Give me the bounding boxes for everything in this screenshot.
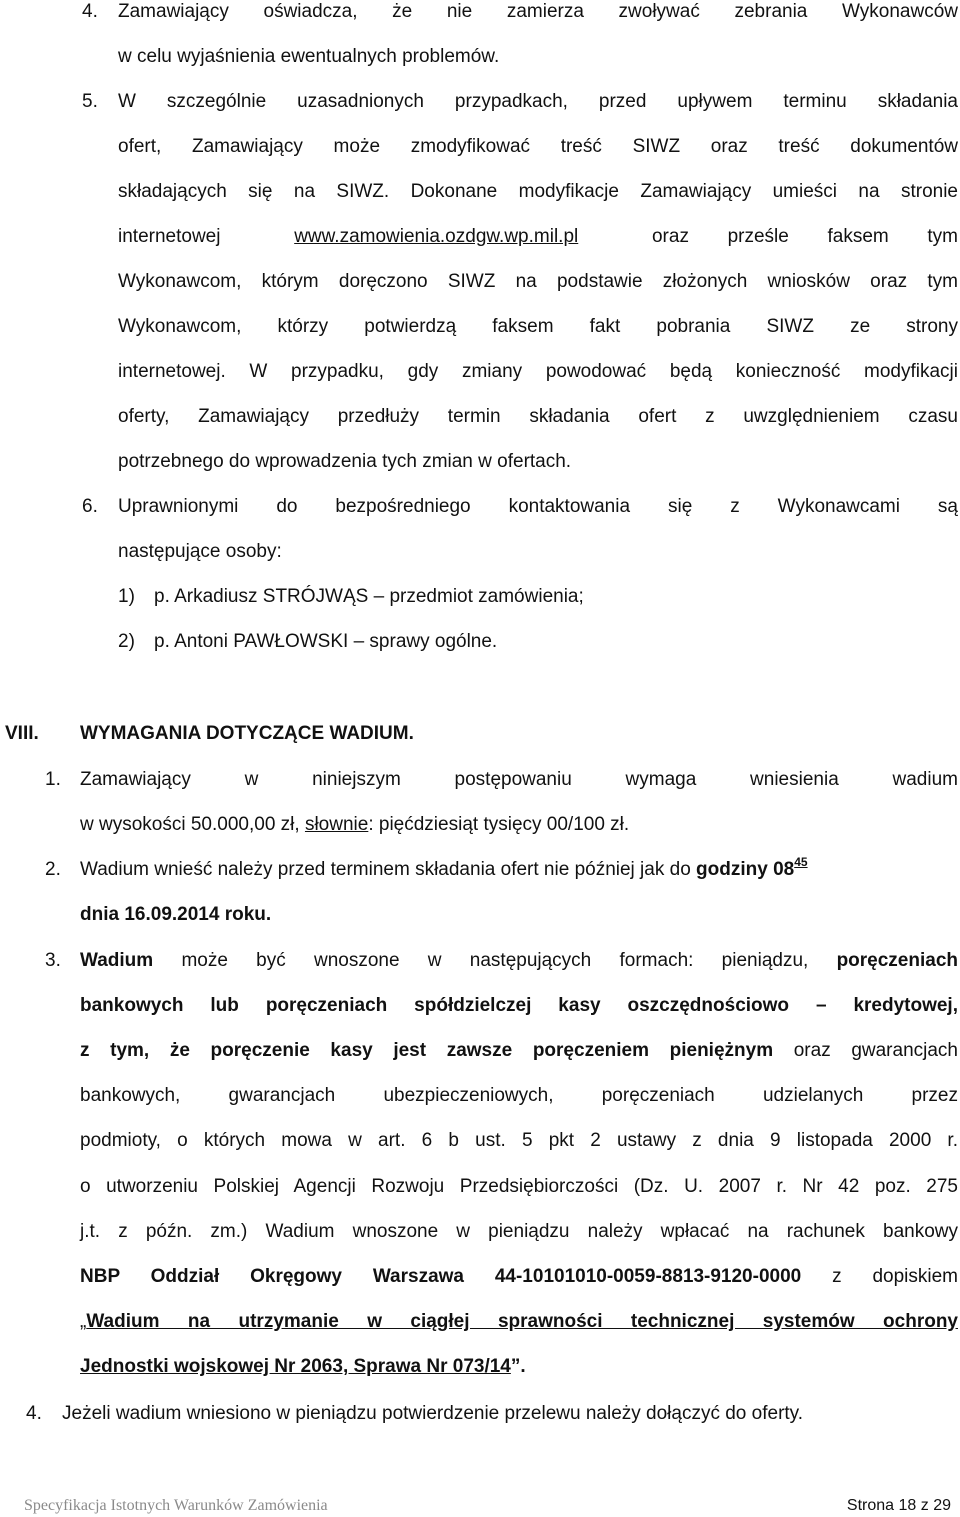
time-minutes-superscript: 45 [794, 855, 808, 869]
paragraph-text: : pięćdziesiąt tysięcy 00/100 zł. [368, 814, 630, 835]
paragraph-line [80, 950, 958, 972]
item-number: 2. [45, 859, 61, 880]
item-number: 4. [26, 1403, 42, 1424]
website-link[interactable]: www.zamowienia.ozdgw.wp.mil.pl [294, 226, 579, 247]
paragraph-line: Wykonawcom, którzy potwierdzą faksem fakt pobrania SIWZ ze strony [118, 316, 958, 337]
paragraph-line: następujące osoby: [118, 541, 282, 562]
deadline-date: dnia 16.09.2014 roku. [80, 904, 272, 925]
paragraph-line: Uprawnionymi do bezpośredniego kontaktowania się z Wykonawcami są [118, 496, 958, 517]
transfer-title: Jednostki wojskowej Nr 2063, Sprawa Nr 073/14 [80, 1356, 511, 1377]
paragraph-line: bankowych, gwarancjach ubezpieczeniowych, poręczeniach udzielanych przez [80, 1085, 958, 1106]
transfer-title: Wadium na utrzymanie w ciągłej sprawności technicznej systemów ochrony [86, 1311, 958, 1332]
paragraph-line: potrzebnego do wprowadzenia tych zmian w ofertach. [118, 451, 572, 472]
section-number: VIII. [5, 723, 39, 744]
item-number: 1. [45, 769, 61, 790]
paragraph-line: bankowych lub poręczeniach spółdzielczej kasy oszczędnościowo – kredytowej, [80, 995, 958, 1016]
paragraph-line [80, 1356, 526, 1378]
paragraph-text: oraz prześle faksem tym [651, 226, 958, 247]
paragraph-line: ofert, Zamawiający może zmodyfikować treść SIWZ oraz treść dokumentów [118, 136, 958, 157]
quote-mark: „ [80, 1311, 87, 1332]
bank-account: NBP Oddział Okręgowy Warszawa 44-10101010-0059-8813-9120-0000 [80, 1266, 802, 1287]
bold-text: Wadium [80, 950, 154, 971]
paragraph-line: w celu wyjaśnienia ewentualnych problemów. [118, 46, 500, 67]
paragraph-text: internetowej [118, 226, 221, 247]
paragraph-line: składających się na SIWZ. Dokonane modyfikacje Zamawiający umieści na stronie [118, 181, 958, 202]
bold-text: poręczeniach [836, 950, 958, 971]
paragraph-line: Zamawiający w niniejszym postępowaniu wymaga wniesienia wadium [80, 769, 958, 790]
paragraph-line: o utworzeniu Polskiej Agencji Rozwoju Przedsiębiorczości (Dz. U. 2007 r. Nr 42 poz. 275 [80, 1176, 958, 1197]
footer-document-title: Specyfikacja Istotnych Warunków Zamówienia [24, 1497, 328, 1514]
contact-person: p. Antoni PAWŁOWSKI – sprawy ogólne. [154, 631, 498, 652]
paragraph-line: Wykonawcom, którym doręczono SIWZ na podstawie złożonych wniosków oraz tym [118, 271, 958, 292]
paragraph-line [80, 855, 808, 881]
contact-person: p. Arkadiusz STRÓJWĄS – przedmiot zamówienia; [154, 586, 584, 607]
paragraph-text: może być wnoszone w następujących formach: pieniądzu, [153, 950, 837, 971]
paragraph-text: oraz gwarancjach [773, 1040, 958, 1061]
paragraph-line: Zamawiający oświadcza, że nie zamierza zwoływać zebrania Wykonawców [118, 1, 958, 22]
item-number: 5. [82, 91, 98, 112]
contact-number: 2) [118, 631, 135, 652]
paragraph-line: W szczególnie uzasadnionych przypadkach, przed upływem terminu składania [118, 91, 958, 112]
item-number: 3. [45, 950, 61, 971]
paragraph-text: z dopiskiem [801, 1266, 958, 1287]
paragraph-text: w wysokości 50.000,00 zł, [80, 814, 305, 835]
quote-mark: ”. [510, 1356, 526, 1377]
paragraph-line [80, 814, 629, 836]
paragraph-line [80, 1311, 958, 1333]
paragraph-line [80, 1040, 958, 1062]
item-number: 6. [82, 496, 98, 517]
paragraph-line: Jeżeli wadium wniesiono w pieniądzu potwierdzenie przelewu należy dołączyć do oferty. [62, 1403, 804, 1424]
deadline-time: godziny 08 [696, 859, 795, 880]
paragraph-text: Wadium wnieść należy przed terminem składania ofert nie później jak do [80, 859, 697, 880]
paragraph-line: internetowej. W przypadku, gdy zmiany powodować będą konieczność modyfikacji [118, 361, 958, 382]
underlined-word: słownie [304, 814, 369, 835]
paragraph-line-with-link [118, 226, 958, 248]
paragraph-line [80, 1266, 958, 1288]
section-title: WYMAGANIA DOTYCZĄCE WADIUM. [80, 723, 414, 744]
footer-page-number: Strona 18 z 29 [846, 1497, 951, 1514]
contact-number: 1) [118, 586, 135, 607]
paragraph-line: j.t. z późn. zm.) Wadium wnoszone w pieniądzu należy wpłacać na rachunek bankowy [80, 1221, 958, 1242]
paragraph-line: oferty, Zamawiający przedłuży termin składania ofert z uwzględnieniem czasu [118, 406, 958, 427]
paragraph-line: podmioty, o których mowa w art. 6 b ust. 5 pkt 2 ustawy z dnia 9 listopada 2000 r. [80, 1130, 958, 1151]
item-number: 4. [82, 1, 98, 22]
bold-text: z tym, że poręczenie kasy jest zawsze poręczeniem pieniężnym [80, 1040, 774, 1061]
